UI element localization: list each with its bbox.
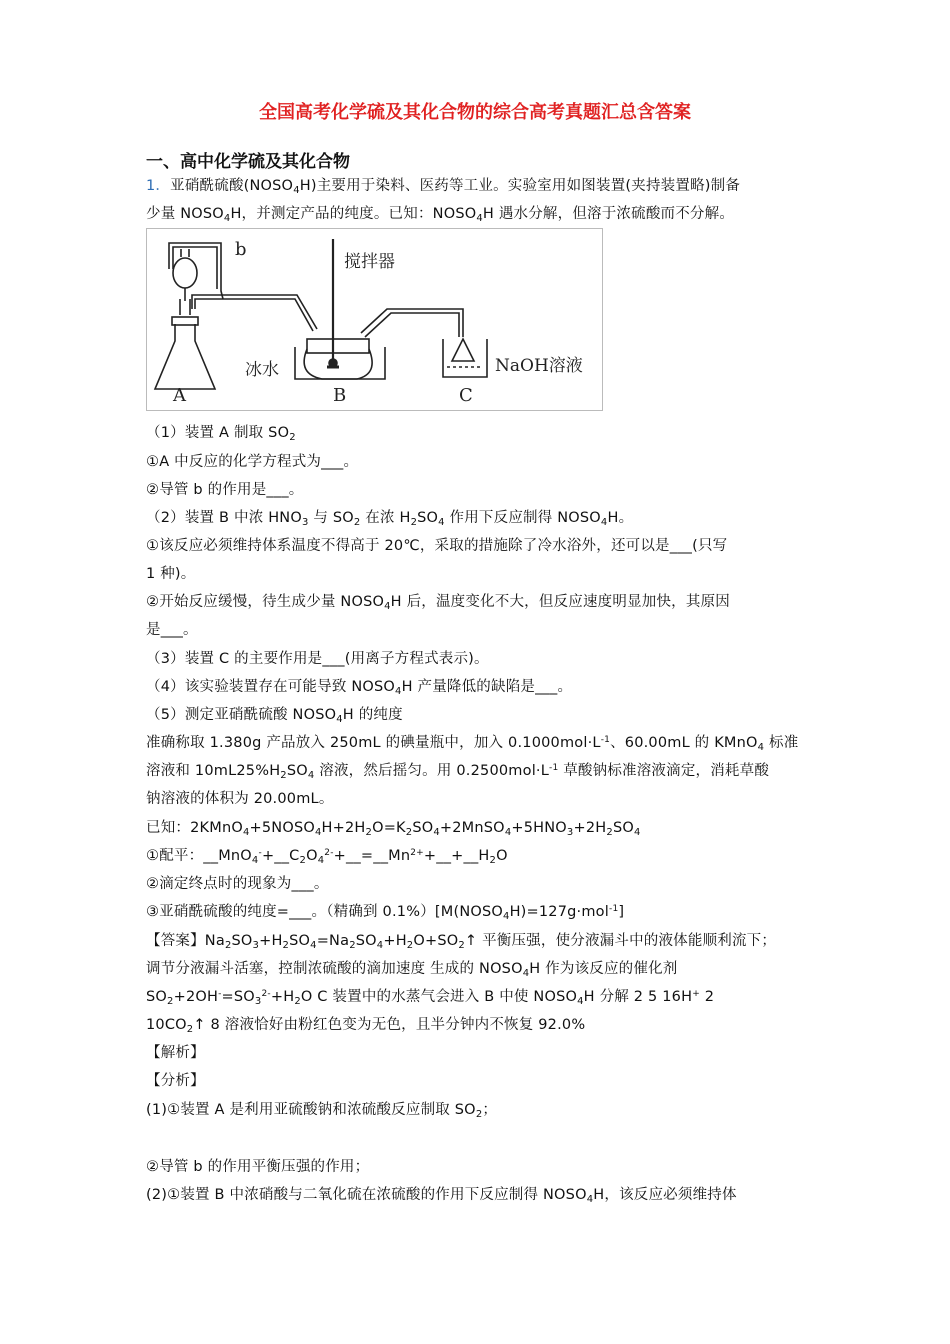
label-icewater: 冰水 xyxy=(245,360,279,380)
question-line: （2）装置 B 中浓 $HNO_3$ 与 $SO_2$ 在浓 $H_2SO_4$ 作用下反应制得 $NOSO_4H$。 xyxy=(146,510,634,528)
question-line: ②滴定终点时的现象为___。 xyxy=(146,876,329,892)
answer-line: 【答案】$Na_2SO_3+H_2SO_4=Na_2SO_4+H_2O+SO_2↑$ 平衡压强，使分液漏斗中的液体能顺利流下； xyxy=(146,933,777,951)
label-B: B xyxy=(333,385,347,406)
question-line: （3）装置 C 的主要作用是___(用离子方程式表示)。 xyxy=(146,651,489,667)
analysis-line: (2)①装置 B 中浓硝酸与二氧化硫在浓硫酸的作用下反应制得 $NOSO_4H$，该反应必须维持体 xyxy=(146,1187,737,1205)
document-title: 全国高考化学硫及其化合物的综合高考真题汇总含答案 xyxy=(259,102,691,123)
question-line: 已知：$2KMnO_4+5NOSO_4H+2H_2O=K_2SO_4+2MnSO_4+5HNO_3+2H_2SO_4$ xyxy=(146,820,641,838)
question-line: ③亚硝酰硫酸的纯度=___。（精确到 $0.1\%)[M(NOSO_4H)=127g\cdot mol^{-1}]$ xyxy=(146,904,625,922)
label-b: b xyxy=(235,239,247,260)
question-line: 钠溶液的体积为 20.00mL。 xyxy=(146,791,334,807)
analysis-heading: 【分析】 xyxy=(146,1073,205,1089)
analysis-heading: 【解析】 xyxy=(146,1045,205,1061)
question-line: 1．亚硝酰硫酸$(NOSO_4H)$主要用于染料、医药等工业。实验室用如图装置(夹持装置略)制备 xyxy=(146,178,741,196)
section-heading: 一、高中化学硫及其化合物 xyxy=(146,152,350,172)
analysis-line: ②导管 b 的作用平衡压强的作用； xyxy=(146,1159,370,1175)
question-line: 是___。 xyxy=(146,622,198,638)
question-line: 少量 $NOSO_4H$，并测定产品的纯度。已知：$NOSO_4H$ 遇水分解，但溶于浓硫酸而不分解。 xyxy=(146,206,735,224)
label-C: C xyxy=(459,385,473,406)
question-line: ①该反应必须维持体系温度不得高于 20℃，采取的措施除了冷水浴外，还可以是___(只写 xyxy=(146,538,728,554)
label-stirrer: 搅拌器 xyxy=(344,252,395,272)
question-line: ①A 中反应的化学方程式为___。 xyxy=(146,454,359,470)
analysis-line: (1)①装置 A 是利用亚硫酸钠和浓硫酸反应制取 $SO_2$； xyxy=(146,1102,498,1120)
question-line: 溶液和 $10mL25\%H_2SO_4$ 溶液，然后摇匀。用 $0.2500mol\cdot L^{-1}$ 草酸钠标准溶液滴定，消耗草酸 xyxy=(146,763,770,781)
answer-line: $10CO_2↑$ 8 溶液恰好由粉红色变为无色，且半分钟内不恢复 92.0% xyxy=(146,1017,586,1035)
question-line: 1 种)。 xyxy=(146,566,196,582)
question-line: ①配平：$\_\_MnO_4^-+\_\_C_2O_4^{2-}+\_\_=\_\_Mn^{2+}+\_\_+\_\_H_2O$ xyxy=(146,848,508,866)
answer-line: $SO_2+2OH^-=SO_3^{2-}+H_2O$ C 装置中的水蒸气会进入 B 中使 $NOSO_4H$ 分解 2 5 16H+ 2 xyxy=(146,989,715,1007)
question-line: （5）测定亚硝酰硫酸 $NOSO_4H$ 的纯度 xyxy=(146,707,403,725)
label-naoh: NaOH溶液 xyxy=(495,356,583,376)
answer-line: 调节分液漏斗活塞，控制浓硫酸的滴加速度 生成的 $NOSO_4H$ 作为该反应的催化剂 xyxy=(146,961,678,979)
question-line: （4）该实验装置存在可能导致 $NOSO_4H$ 产量降低的缺陷是___。 xyxy=(146,679,573,697)
question-line: 准确称取 1.380g 产品放入 250mL 的碘量瓶中，加入 $0.1000mol\cdot L^{-1}$、60.00mL 的 KMnO$_4$ 标准 xyxy=(146,735,799,753)
apparatus-figure xyxy=(146,228,603,411)
question-line: ②开始反应缓慢，待生成少量 $NOSO_4H$ 后，温度变化不大，但反应速度明显加快，其原因 xyxy=(146,594,730,612)
question-line: （1）装置 A 制取 $SO_2$ xyxy=(146,425,296,443)
label-A: A xyxy=(173,385,186,406)
question-line: ②导管 b 的作用是___。 xyxy=(146,482,304,498)
